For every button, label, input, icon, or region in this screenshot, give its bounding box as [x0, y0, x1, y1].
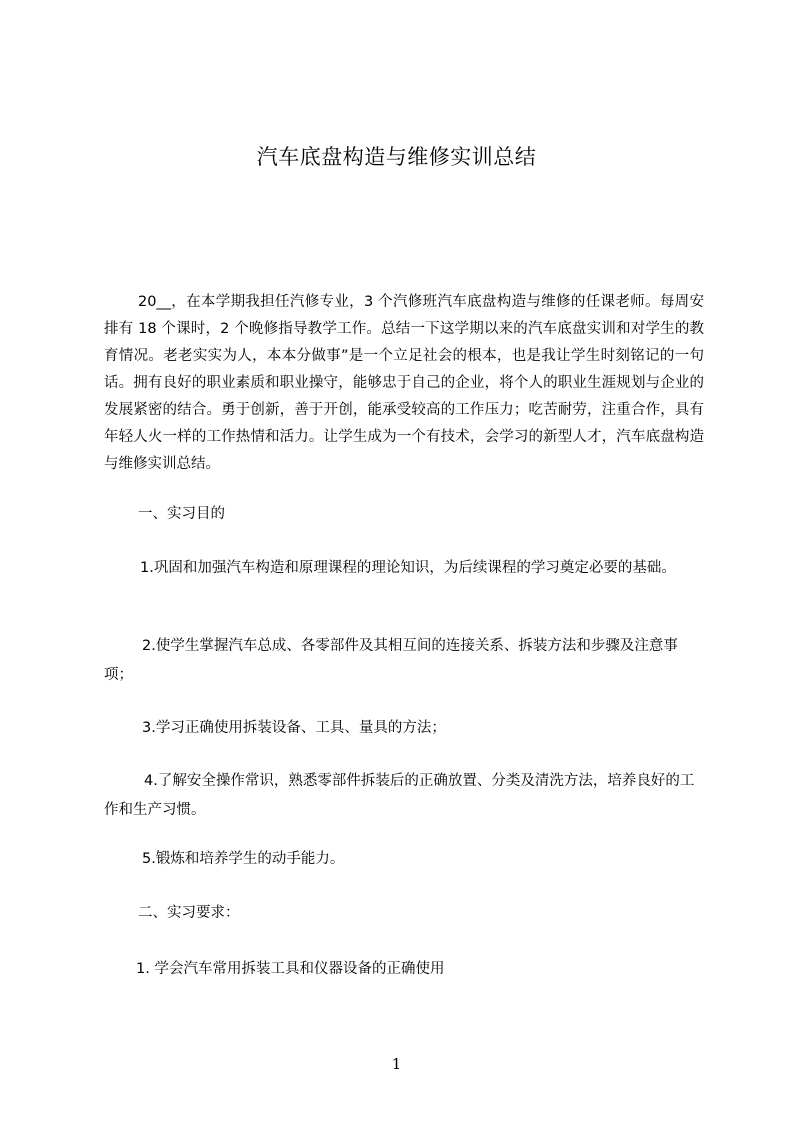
section-heading-practice-requirements: 二、实习要求： — [138, 905, 240, 921]
purpose-item-5: 5.锻炼和培养学生的动手能力。 — [142, 851, 345, 867]
purpose-item-3: 3.学习正确使用拆装设备、工具、量具的方法； — [142, 720, 446, 736]
purpose-item-1: 1.巩固和加强汽车构造和原理课程的理论知识，为后续课程的学习奠定必要的基础。 — [140, 560, 676, 576]
requirement-item-1: 1. 学会汽车常用拆装工具和仪器设备的正确使用 — [136, 961, 445, 977]
page-number: 1 — [391, 1055, 402, 1073]
purpose-item-4: 4.了解安全操作常识，熟悉零部件拆装后的正确放置、分类及清洗方法，培养良好的工作和生产习惯。 — [104, 773, 695, 818]
intro-paragraph: 20__，在本学期我担任汽修专业，3 个汽修班汽车底盘构造与维修的任课老师。每周安排有 18 个课时，2 个晚修指导教学工作。总结一下这学期以来的汽车底盘实训和对学生的教育情况。老老实实为人，本本分做事”是一个立足社会的根本，也是我让学生时刻铭记的一句话。拥有良好的职业素质和职业操守，能够忠于自己的企业，将个人的职业生涯规划与企业的发展紧密的结合。勇于创新，善于开创，能承受较高的工作压力；吃苦耐劳，注重合作，具有年轻人火一样的工作热情和活力。让学生成为一个有技术，会学习的新型人才，汽车底盘构造与维修实训总结。 — [104, 294, 704, 472]
document-title: 汽车底盘构造与维修实训总结 — [256, 145, 537, 169]
section-heading-practice-purpose: 一、实习目的 — [138, 506, 225, 522]
purpose-item-2: 2.使学生掌握汽车总成、各零部件及其相互间的连接关系、拆装方法和步骤及注意事项； — [104, 638, 678, 683]
